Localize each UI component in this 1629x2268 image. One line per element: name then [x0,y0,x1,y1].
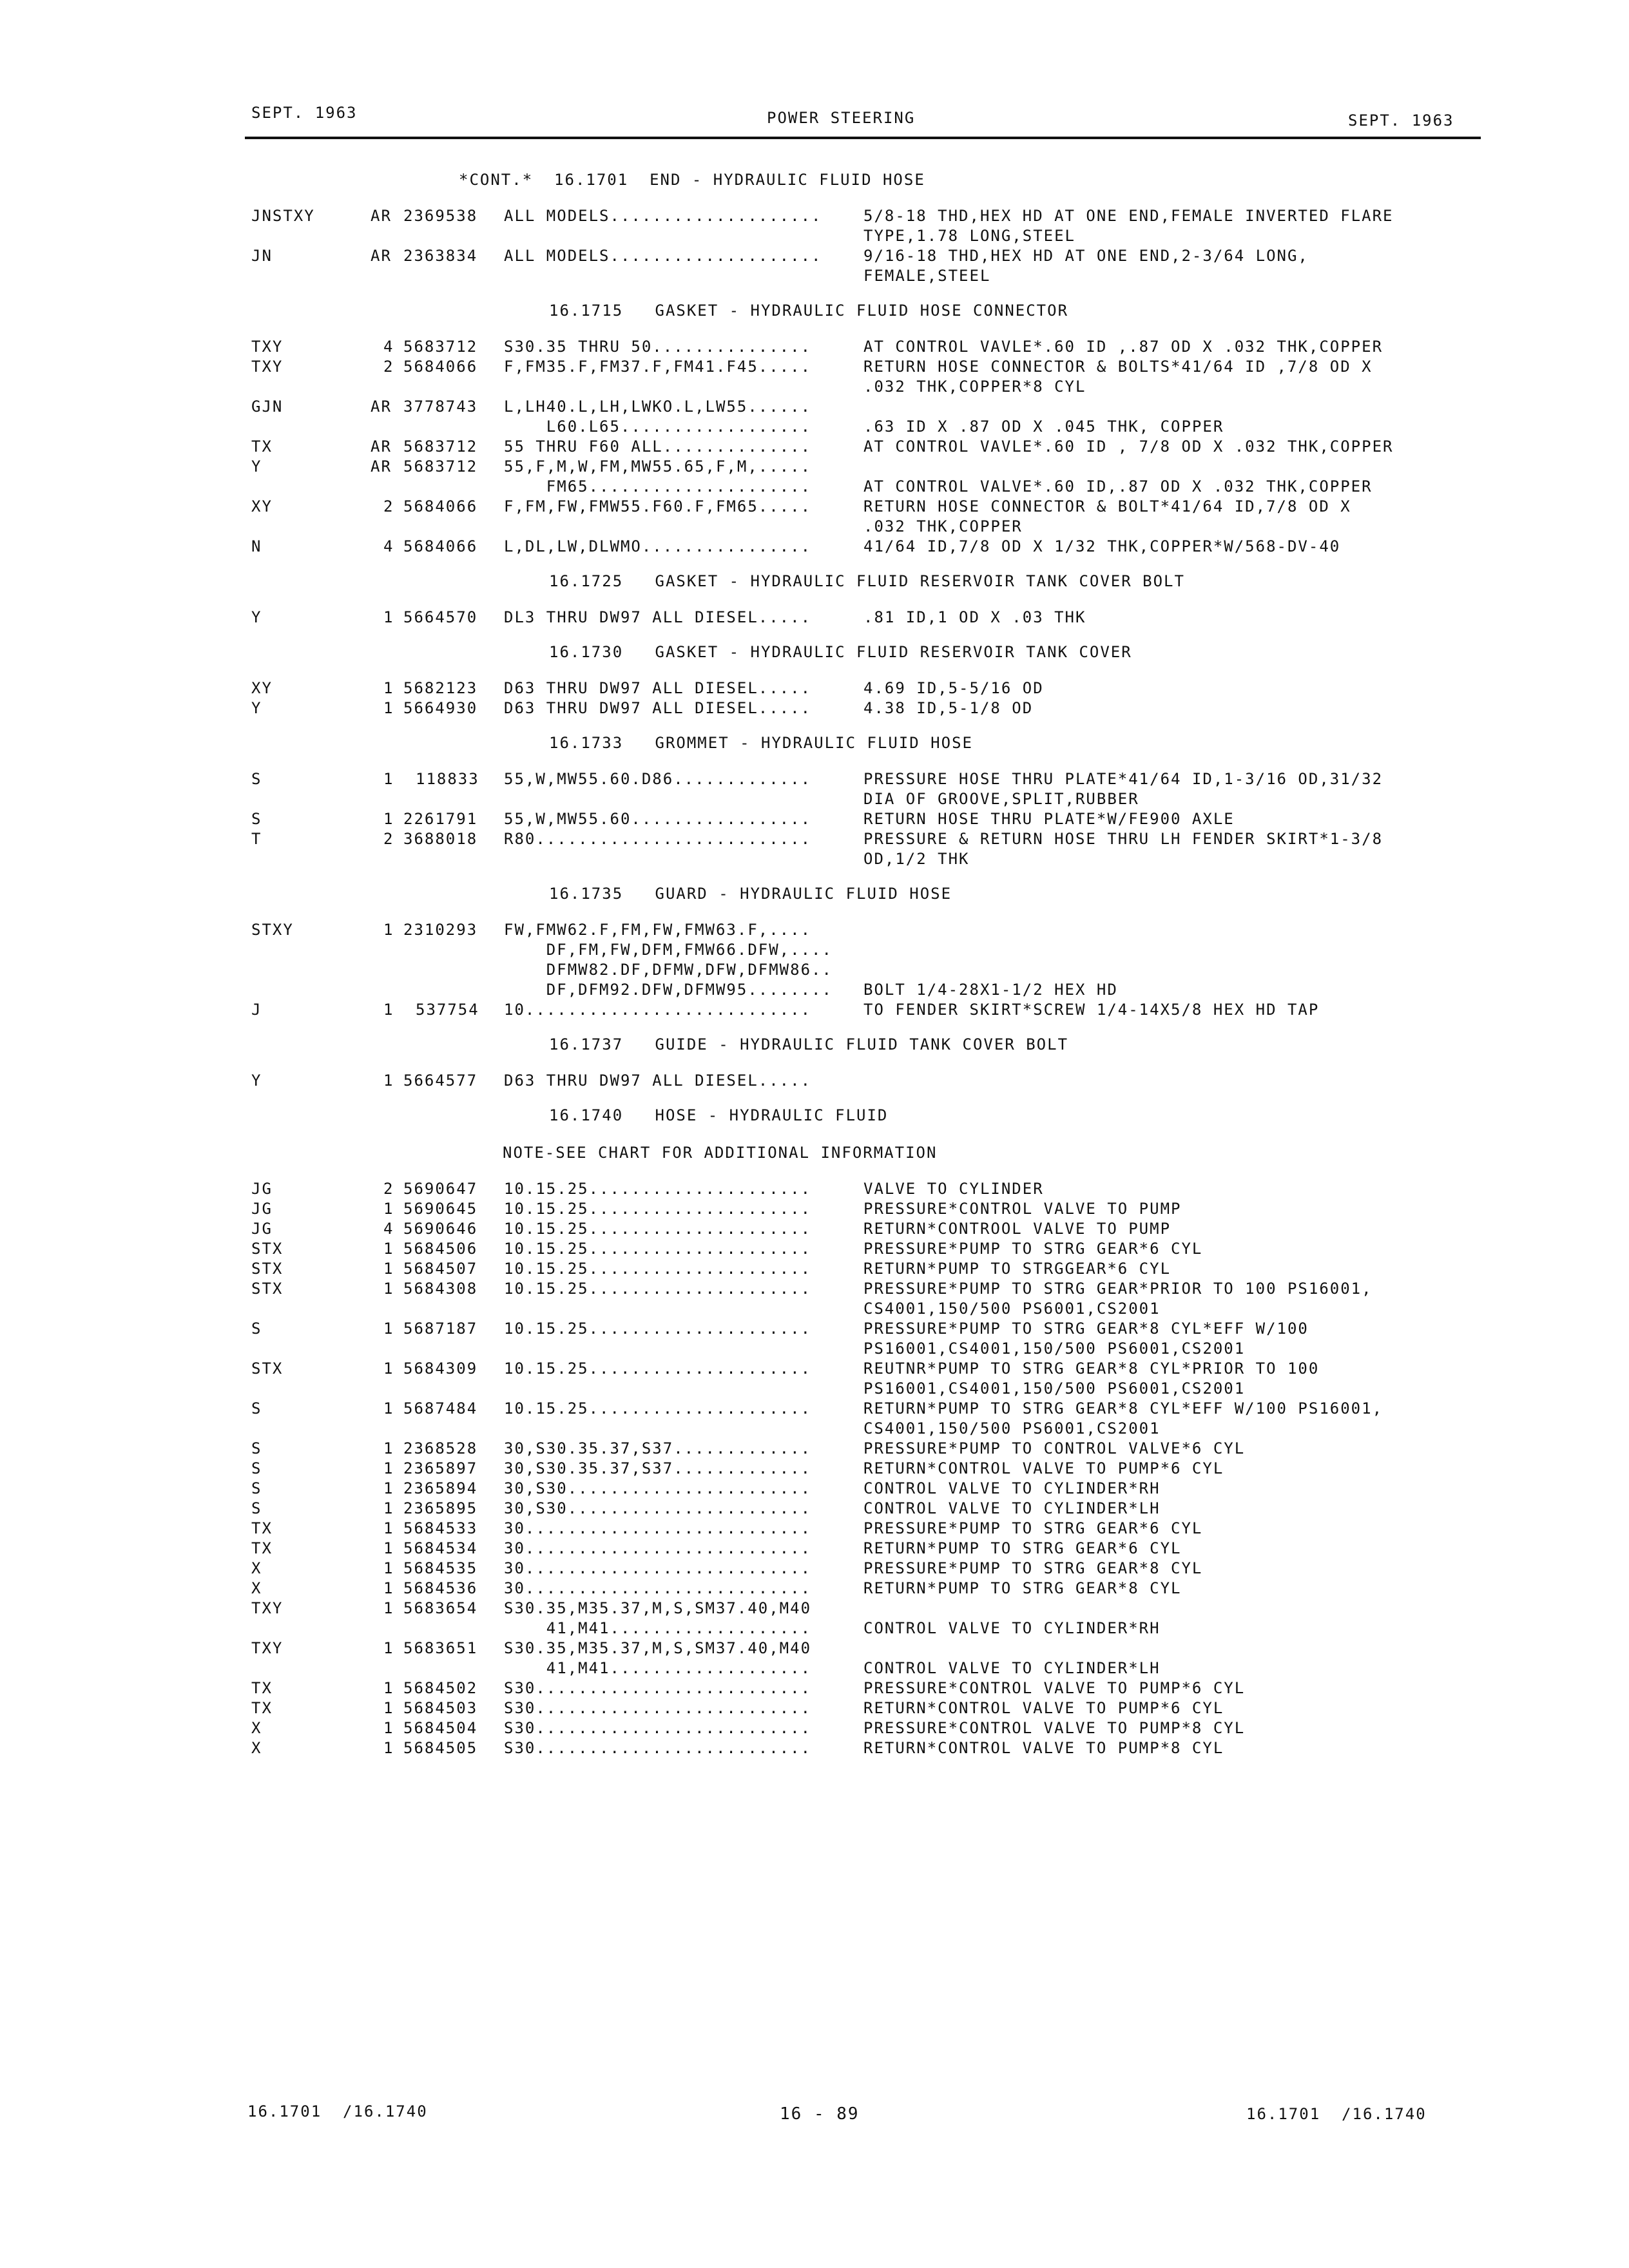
quantity: 1 [383,1718,394,1737]
model-codes: TX [251,1539,273,1557]
part-number: 5684505 [403,1738,478,1757]
model-codes: TX [251,1698,273,1717]
model-codes: TXY [251,1599,284,1617]
quantity: 1 [383,1479,394,1497]
model-codes: S [251,1439,262,1457]
part-description: 4.38 ID,5-1/8 OD [863,698,1034,717]
applicable-models: D63 THRU DW97 ALL DIESEL..... [504,698,812,717]
quantity: 1 [383,810,394,828]
applicable-models: 10.15.25..................... [504,1179,812,1198]
part-number: 5664930 [403,698,478,717]
applicable-models: S30.......................... [504,1738,812,1757]
part-description: RETURN HOSE CONNECTOR & BOLTS*41/64 ID ,7/8 OD X [863,357,1373,376]
model-codes: Y [251,608,262,626]
applicable-models: 41,M41................... [504,1658,812,1677]
applicable-models: L,LH40.L,LH,LWKO.L,LW55...... [504,397,812,416]
part-description: PRESSURE & RETURN HOSE THRU LH FENDER SKIRT*1-3/8 [863,830,1383,848]
quantity: 1 [383,1559,394,1577]
part-description: 5/8-18 THD,HEX HD AT ONE END,FEMALE INVERTED FLARE [863,206,1394,225]
part-description: PRESSURE*PUMP TO STRG GEAR*6 CYL [863,1519,1203,1537]
quantity: AR [371,437,392,456]
part-number: 5690647 [403,1179,478,1198]
part-number: 2261791 [403,810,478,828]
model-codes: Y [251,457,262,476]
quantity: 1 [383,1259,394,1278]
applicable-models: F,FM35.F,FM37.F,FM41.F45..... [504,357,812,376]
applicable-models: 10.15.25..................... [504,1279,812,1298]
applicable-models: R80.......................... [504,830,812,848]
part-number: 2310293 [403,921,478,939]
model-codes: X [251,1738,262,1757]
model-codes: STXY [251,921,294,939]
quantity: 1 [383,678,394,697]
part-description: PRESSURE*CONTROL VALVE TO PUMP [863,1199,1182,1218]
part-description: .63 ID X .87 OD X .045 THK, COPPER [863,417,1224,436]
footer-right-range: 16.1701 /16.1740 [1246,2105,1427,2123]
part-description: BOLT 1/4-28X1-1/2 HEX HD [863,981,1118,999]
part-number: 5687484 [403,1399,478,1418]
model-codes: S [251,1399,262,1418]
quantity: 2 [383,497,394,515]
part-description: CONTROL VALVE TO CYLINDER*RH [863,1479,1161,1497]
model-codes: TXY [251,337,284,356]
applicable-models: D63 THRU DW97 ALL DIESEL..... [504,678,812,697]
part-number: 2365897 [403,1459,478,1477]
header-right-date: SEPT. 1963 [1348,111,1454,130]
model-codes: TX [251,437,273,456]
applicable-models: 10.15.25..................... [504,1399,812,1418]
model-codes: X [251,1559,262,1577]
part-number: 5664577 [403,1072,478,1090]
part-number: 5684534 [403,1539,478,1557]
model-codes: N [251,537,262,555]
part-number: 5683651 [403,1639,478,1657]
quantity: 1 [383,1279,394,1298]
part-description: AT CONTROL VAVLE*.60 ID ,.87 OD X .032 THK,COPPER [863,337,1383,356]
part-description: PRESSURE*PUMP TO STRG GEAR*6 CYL [863,1239,1203,1258]
quantity: 1 [383,1639,394,1657]
applicable-models: 30........................... [504,1539,812,1557]
quantity: AR [371,206,392,225]
part-number: 5684308 [403,1279,478,1298]
part-number: 5683712 [403,457,478,476]
applicable-models: S30.35 THRU 50............... [504,337,812,356]
part-description: RETURN*PUMP TO STRG GEAR*8 CYL*EFF W/100 PS16001, [863,1399,1383,1418]
section-title: 16.1740 HOSE - HYDRAULIC FLUID [549,1106,889,1125]
applicable-models: 30,S30....................... [504,1479,812,1497]
part-number: 2363834 [403,246,478,265]
model-codes: TX [251,1678,273,1697]
quantity: 1 [383,1678,394,1697]
quantity: 4 [383,537,394,555]
quantity: 2 [383,830,394,848]
applicable-models: FW,FMW62.F,FM,FW,FMW63.F,.... [504,921,812,939]
part-number: 5684507 [403,1259,478,1278]
quantity: 1 [383,1319,394,1338]
quantity: 1 [383,1599,394,1617]
part-description: DIA OF GROOVE,SPLIT,RUBBER [863,790,1139,808]
part-number: 5684504 [403,1718,478,1737]
applicable-models: D63 THRU DW97 ALL DIESEL..... [504,1072,812,1090]
model-codes: TX [251,1519,273,1537]
page-number: 16 - 89 [780,2104,860,2124]
applicable-models: 10.15.25..................... [504,1319,812,1338]
part-description: RETURN*CONTROOL VALVE TO PUMP [863,1219,1171,1238]
model-codes: XY [251,497,273,515]
quantity: 1 [383,1439,394,1457]
section-title: 16.1733 GROMMET - HYDRAULIC FLUID HOSE [549,734,973,753]
quantity: AR [371,246,392,265]
part-description: AT CONTROL VALVE*.60 ID,.87 OD X .032 THK,COPPER [863,477,1373,495]
part-number: 118833 [416,770,479,788]
quantity: 1 [383,770,394,788]
part-description: 41/64 ID,7/8 OD X 1/32 THK,COPPER*W/568-DV-40 [863,537,1341,555]
applicable-models: DF,FM,FW,DFM,FMW66.DFW,.... [504,941,833,959]
model-codes: X [251,1579,262,1597]
applicable-models: 30,S30....................... [504,1499,812,1517]
part-number: 5690645 [403,1199,478,1218]
quantity: 1 [383,1698,394,1717]
part-description: PRESSURE*CONTROL VALVE TO PUMP*8 CYL [863,1718,1246,1737]
part-description: CONTROL VALVE TO CYLINDER*RH [863,1619,1161,1637]
part-description: RETURN*CONTROL VALVE TO PUMP*6 CYL [863,1459,1224,1477]
applicable-models: DFMW82.DF,DFMW,DFW,DFMW86.. [504,961,833,979]
part-description: RETURN*CONTROL VALVE TO PUMP*6 CYL [863,1698,1224,1717]
part-description: OD,1/2 THK [863,850,970,868]
quantity: 1 [383,1519,394,1537]
quantity: 1 [383,1001,394,1019]
model-codes: XY [251,678,273,697]
part-number: 5684506 [403,1239,478,1258]
part-description: CONTROL VALVE TO CYLINDER*LH [863,1499,1161,1517]
model-codes: S [251,1499,262,1517]
part-number: 5684536 [403,1579,478,1597]
applicable-models: 30........................... [504,1559,812,1577]
quantity: 1 [383,921,394,939]
applicable-models: 30........................... [504,1519,812,1537]
applicable-models: 55,W,MW55.60................. [504,810,812,828]
part-number: 2365894 [403,1479,478,1497]
model-codes: TXY [251,357,284,376]
part-number: 537754 [416,1001,479,1019]
part-description: RETURN HOSE THRU PLATE*W/FE900 AXLE [863,810,1235,828]
quantity: 1 [383,1199,394,1218]
applicable-models: FM65..................... [504,477,812,495]
quantity: 1 [383,1738,394,1757]
applicable-models: 10.15.25..................... [504,1199,812,1218]
part-number: 5684066 [403,357,478,376]
quantity: 2 [383,357,394,376]
quantity: 1 [383,1239,394,1258]
applicable-models: S30.......................... [504,1678,812,1697]
part-number: 5683654 [403,1599,478,1617]
model-codes: STX [251,1239,284,1258]
part-description: CONTROL VALVE TO CYLINDER*LH [863,1658,1161,1677]
part-number: 5684066 [403,497,478,515]
part-number: 5684309 [403,1359,478,1378]
part-description: CS4001,150/500 PS6001,CS2001 [863,1299,1161,1318]
part-description: PRESSURE*PUMP TO STRG GEAR*8 CYL*EFF W/100 [863,1319,1309,1338]
header-left-date: SEPT. 1963 [251,104,358,122]
part-number: 5684066 [403,537,478,555]
quantity: 1 [383,1359,394,1378]
part-description: CS4001,150/500 PS6001,CS2001 [863,1419,1161,1437]
part-number: 5684535 [403,1559,478,1577]
applicable-models: S30.35,M35.37,M,S,SM37.40,M40 [504,1599,812,1617]
part-description: TO FENDER SKIRT*SCREW 1/4-14X5/8 HEX HD TAP [863,1001,1320,1019]
model-codes: STX [251,1259,284,1278]
applicable-models: 10.15.25..................... [504,1259,812,1278]
part-number: 5687187 [403,1319,478,1338]
model-codes: Y [251,1072,262,1090]
applicable-models: 30........................... [504,1579,812,1597]
model-codes: Y [251,698,262,717]
quantity: 4 [383,1219,394,1238]
section-title: 16.1737 GUIDE - HYDRAULIC FLUID TANK COVER BOLT [549,1035,1069,1054]
part-number: 2368528 [403,1439,478,1457]
applicable-models: F,FM,FW,FMW55.F60.F,FM65..... [504,497,812,515]
part-description: PS16001,CS4001,150/500 PS6001,CS2001 [863,1379,1246,1398]
quantity: 1 [383,1399,394,1418]
section-title: 16.1715 GASKET - HYDRAULIC FLUID HOSE CONNECTOR [549,302,1069,320]
quantity: 1 [383,1072,394,1090]
part-description: 4.69 ID,5-5/16 OD [863,678,1044,697]
model-codes: X [251,1718,262,1737]
section-title: 16.1735 GUARD - HYDRAULIC FLUID HOSE [549,885,952,903]
part-number: 5690646 [403,1219,478,1238]
part-number: 5684503 [403,1698,478,1717]
model-codes: JG [251,1219,273,1238]
model-codes: S [251,770,262,788]
quantity: 1 [383,1539,394,1557]
model-codes: JG [251,1199,273,1218]
part-description: RETURN*PUMP TO STRGGEAR*6 CYL [863,1259,1171,1278]
header-title: POWER STEERING [767,109,916,127]
part-description: PRESSURE*PUMP TO STRG GEAR*8 CYL [863,1559,1203,1577]
model-codes: JN [251,246,273,265]
part-description: FEMALE,STEEL [863,266,991,285]
applicable-models: ALL MODELS.................... [504,206,822,225]
model-codes: STX [251,1279,284,1298]
applicable-models: ALL MODELS.................... [504,246,822,265]
part-description: PRESSURE*CONTROL VALVE TO PUMP*6 CYL [863,1678,1246,1697]
applicable-models: 30,S30.35.37,S37............. [504,1459,812,1477]
part-description: REUTNR*PUMP TO STRG GEAR*8 CYL*PRIOR TO 100 [863,1359,1320,1378]
quantity: 1 [383,1579,394,1597]
applicable-models: 10........................... [504,1001,812,1019]
part-number: 5684533 [403,1519,478,1537]
part-number: 5682123 [403,678,478,697]
part-description: RETURN HOSE CONNECTOR & BOLT*41/64 ID,7/8 OD X [863,497,1351,515]
part-number: 5664570 [403,608,478,626]
applicable-models: 41,M41................... [504,1619,812,1637]
part-number: 3778743 [403,397,478,416]
model-codes: J [251,1001,262,1019]
part-description: PRESSURE*PUMP TO CONTROL VALVE*6 CYL [863,1439,1246,1457]
model-codes: JNSTXY [251,206,315,225]
quantity: 4 [383,337,394,356]
part-description: PRESSURE HOSE THRU PLATE*41/64 ID,1-3/16 OD,31/32 [863,770,1383,788]
quantity: AR [371,397,392,416]
applicable-models: 30,S30.35.37,S37............. [504,1439,812,1457]
quantity: 1 [383,1499,394,1517]
quantity: 1 [383,1459,394,1477]
applicable-models: DF,DFM92.DFW,DFMW95........ [504,981,833,999]
applicable-models: 55 THRU F60 ALL.............. [504,437,812,456]
part-description: 9/16-18 THD,HEX HD AT ONE END,2-3/64 LONG, [863,246,1309,265]
applicable-models: S30.35,M35.37,M,S,SM37.40,M40 [504,1639,812,1657]
model-codes: S [251,1319,262,1338]
model-codes: S [251,1479,262,1497]
applicable-models: DL3 THRU DW97 ALL DIESEL..... [504,608,812,626]
model-codes: S [251,810,262,828]
model-codes: GJN [251,397,284,416]
section-title: *CONT.* 16.1701 END - HYDRAULIC FLUID HOSE [459,171,925,189]
applicable-models: 10.15.25..................... [504,1359,812,1378]
part-number: 5683712 [403,437,478,456]
quantity: 1 [383,698,394,717]
model-codes: S [251,1459,262,1477]
part-description: .032 THK,COPPER [863,517,1023,535]
quantity: AR [371,457,392,476]
applicable-models: L60.L65.................. [504,417,812,436]
applicable-models: S30.......................... [504,1698,812,1717]
applicable-models: 10.15.25..................... [504,1219,812,1238]
section-note: NOTE-SEE CHART FOR ADDITIONAL INFORMATION [503,1143,938,1162]
applicable-models: 55,F,M,W,FM,MW55.65,F,M,..... [504,457,812,476]
part-description: RETURN*PUMP TO STRG GEAR*6 CYL [863,1539,1182,1557]
part-description: PS16001,CS4001,150/500 PS6001,CS2001 [863,1339,1246,1358]
section-title: 16.1730 GASKET - HYDRAULIC FLUID RESERVOIR TANK COVER [549,643,1132,662]
applicable-models: L,DL,LW,DLWMO................ [504,537,812,555]
part-description: .81 ID,1 OD X .03 THK [863,608,1086,626]
quantity: 1 [383,608,394,626]
model-codes: JG [251,1179,273,1198]
footer-left-range: 16.1701 /16.1740 [247,2102,428,2120]
applicable-models: S30.......................... [504,1718,812,1737]
header-rule [245,137,1481,139]
part-number: 2369538 [403,206,478,225]
model-codes: TXY [251,1639,284,1657]
section-title: 16.1725 GASKET - HYDRAULIC FLUID RESERVOIR TANK COVER BOLT [549,572,1185,591]
part-description: TYPE,1.78 LONG,STEEL [863,226,1075,245]
part-number: 5683712 [403,337,478,356]
applicable-models: 10.15.25..................... [504,1239,812,1258]
part-description: VALVE TO CYLINDER [863,1179,1044,1198]
part-number: 3688018 [403,830,478,848]
part-number: 5684502 [403,1678,478,1697]
part-description: PRESSURE*PUMP TO STRG GEAR*PRIOR TO 100 PS16001, [863,1279,1373,1298]
model-codes: T [251,830,262,848]
part-description: RETURN*CONTROL VALVE TO PUMP*8 CYL [863,1738,1224,1757]
quantity: 2 [383,1179,394,1198]
part-description: AT CONTROL VAVLE*.60 ID , 7/8 OD X .032 THK,COPPER [863,437,1394,456]
part-description: RETURN*PUMP TO STRG GEAR*8 CYL [863,1579,1182,1597]
part-description: .032 THK,COPPER*8 CYL [863,377,1086,396]
applicable-models: 55,W,MW55.60.D86............. [504,770,812,788]
model-codes: STX [251,1359,284,1378]
part-number: 2365895 [403,1499,478,1517]
